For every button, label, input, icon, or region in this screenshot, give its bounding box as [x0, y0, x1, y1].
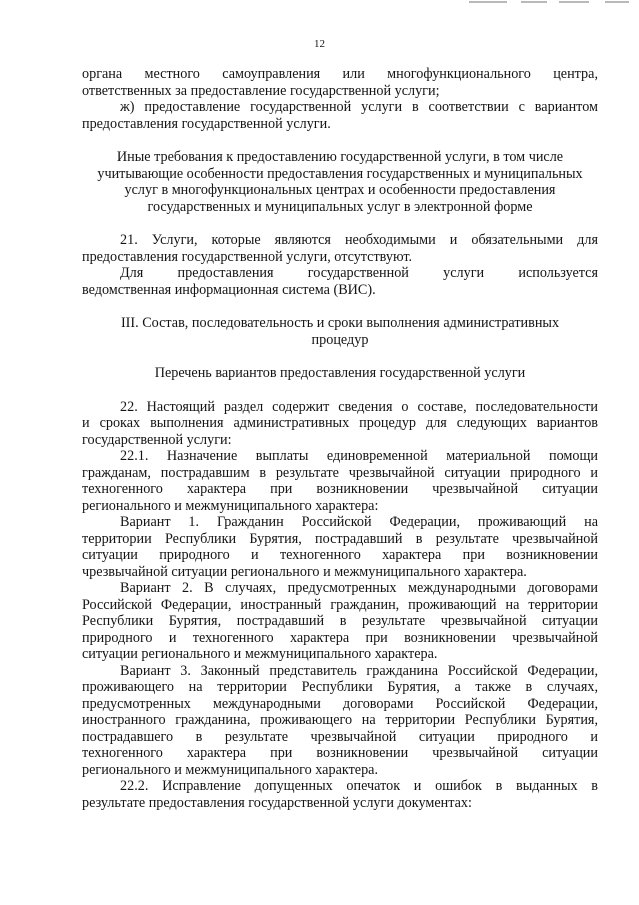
text-line: предоставления государственной услуги. [82, 115, 331, 132]
paragraph-spacer [82, 348, 598, 365]
document-body [82, 66, 598, 811]
text-line: гражданам, пострадавшим в результате чрезвычайной ситуации природного и [82, 464, 598, 481]
text-line: регионального и межмуниципального характера: [82, 497, 379, 514]
text-line: территории Республики Бурятия, пострадавший в результате чрезвычайной [82, 530, 598, 547]
heading-line: услуг в многофункциональных центрах и особенности предоставления [124, 182, 556, 198]
text-line: ситуации регионального и межмуниципального характера. [82, 646, 438, 662]
text-line: ж) предоставление государственной услуги в соответствии с вариантом [120, 99, 598, 115]
text-line: ответственных за предоставление государственной услуги; [82, 82, 440, 99]
text-line: техногенного характера при возникновении чрезвычайной ситуации [82, 481, 598, 497]
text-line: 22. Настоящий раздел содержит сведения о составе, последовательности [120, 398, 598, 415]
heading-line: процедур [311, 331, 369, 348]
text-line: Для предоставления государственной услуги используется [120, 265, 598, 281]
page-number: 12 [314, 38, 325, 50]
text-line: Вариант 3. Законный представитель гражданина Российской Федерации, [120, 662, 598, 679]
heading-line: Перечень вариантов предоставления государственной услуги [154, 365, 526, 381]
text-line: регионального и межмуниципального характера. [82, 761, 379, 778]
scan-edge-marks [459, 0, 639, 4]
paragraph-spacer [82, 132, 598, 149]
paragraph-spacer [82, 298, 598, 315]
text-line: 22.2. Исправление допущенных опечаток и ошибок в выданных в [120, 778, 598, 794]
text-line: ситуации природного и техногенного характера при возникновении [82, 547, 598, 563]
text-line: результате предоставления государственной услуги документах: [82, 794, 472, 811]
text-line: чрезвычайной ситуации регионального и межмуниципального характера. [82, 563, 527, 580]
text-line: Вариант 1. Гражданин Российской Федерации, проживающий на [120, 514, 598, 530]
heading-line: Иные требования к предоставлению государственной услуги, в том числе [116, 149, 564, 165]
text-line: предоставления государственной услуги, отсутствуют. [82, 248, 413, 265]
text-line: ведомственная информационная система (ВИС). [82, 281, 376, 298]
text-line: 22.1. Назначение выплаты единовременной материальной помощи [120, 448, 598, 464]
text-line: техногенного характера при возникновении чрезвычайной ситуации [82, 745, 598, 761]
text-line: пострадавшего в результате чрезвычайной ситуации природного и [82, 728, 598, 745]
text-line: 21. Услуги, которые являются необходимыми и обязательными для [120, 232, 598, 248]
heading-line: государственных и муниципальных услуг в электронной форме [147, 198, 533, 215]
text-line: и сроках выполнения административных процедур для следующих вариантов [82, 415, 598, 431]
text-line: Российской Федерации, иностранный гражданин, проживающий на территории [82, 596, 598, 613]
text-line: Вариант 2. В случаях, предусмотренных международными договорами [120, 580, 598, 596]
text-line: природного и техногенного характера при возникновении чрезвычайной [82, 629, 598, 646]
text-line: проживающего на территории Республики Бурятия, а также в случаях, [82, 679, 598, 695]
text-line: Республики Бурятия, пострадавший в результате чрезвычайной ситуации [82, 613, 598, 629]
text-line: органа местного самоуправления или многофункционального центра, [82, 66, 598, 82]
heading-line: III. Состав, последовательность и сроки выполнения административных [120, 315, 560, 331]
text-line: предусмотренных международными договорами Российской Федерации, [82, 695, 598, 712]
heading-line: учитывающие особенности предоставления государственных и муниципальных [97, 165, 583, 182]
paragraph-spacer [82, 382, 598, 399]
text-line: иностранного гражданина, проживающего на территории Республики Бурятия, [82, 712, 598, 728]
text-line: государственной услуги: [82, 431, 232, 448]
paragraph-spacer [82, 215, 598, 232]
